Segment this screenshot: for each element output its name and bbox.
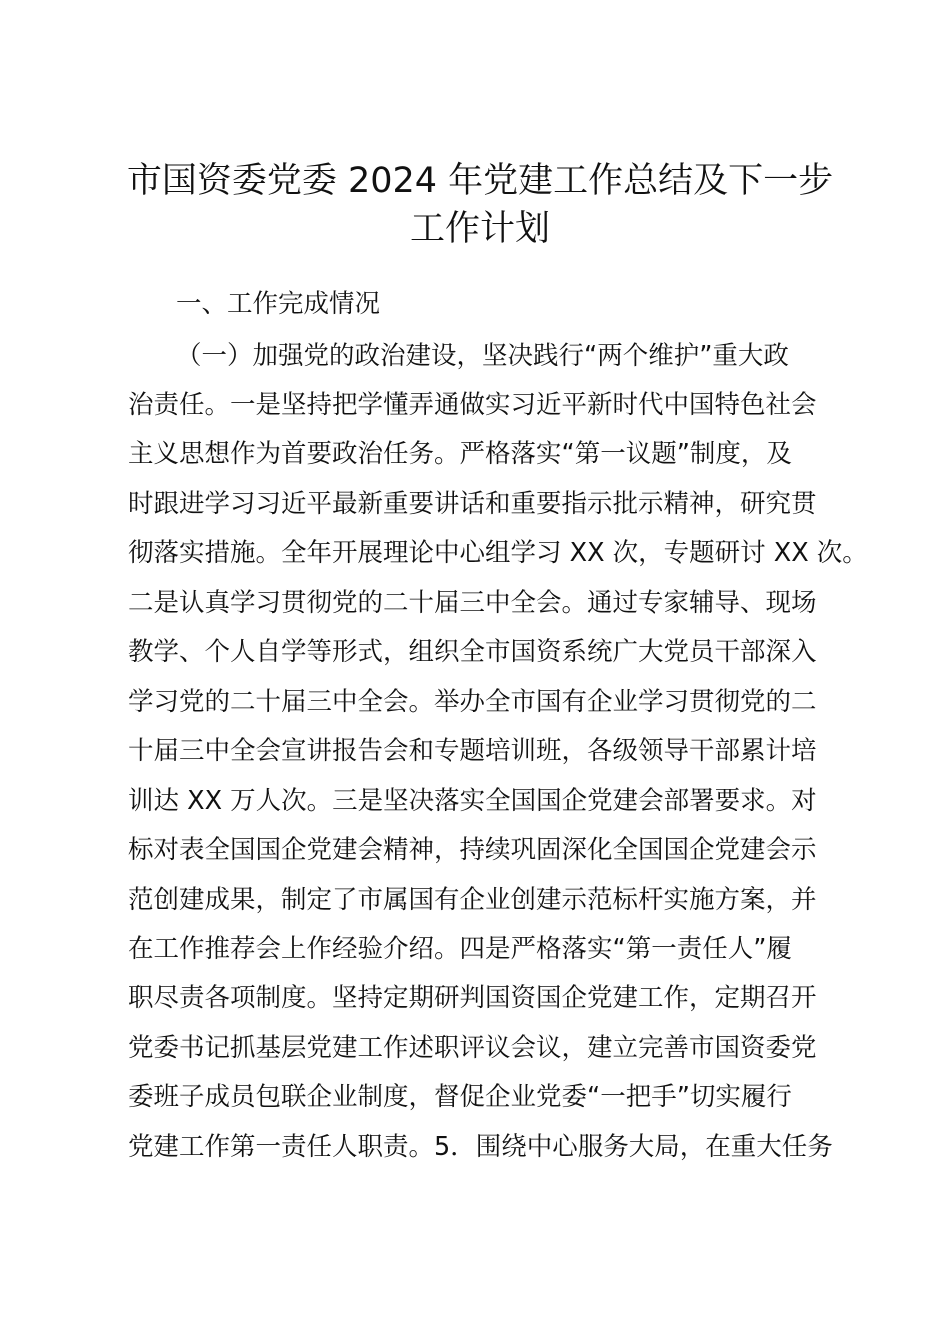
body-line: 委班子成员包联企业制度，督促企业党委“一把手”切实履行	[128, 1082, 792, 1112]
body-line: 范创建成果，制定了市属国有企业创建示范标杆实施方案，并	[128, 885, 817, 915]
body-line: 学习党的二十届三中全会。举办全市国有企业学习贯彻党的二	[128, 687, 817, 717]
body-line: 治责任。一是坚持把学懂弄通做实习近平新时代中国特色社会	[128, 390, 817, 420]
body-line: 时跟进学习习近平最新重要讲话和重要指示批示精神，研究贯	[128, 489, 817, 519]
body-line: （一）加强党的政治建设，坚决践行“两个维护”重大政	[176, 341, 789, 371]
body-line: 职尽责各项制度。坚持定期研判国资国企党建工作，定期召开	[128, 983, 817, 1013]
body-line: 在工作推荐会上作经验介绍。四是严格落实“第一责任人”履	[128, 934, 792, 964]
section-heading: 一、工作完成情况	[176, 289, 381, 319]
body-line: 彻落实措施。全年开展理论中心组学习 XX 次，专题研讨 XX 次。	[128, 538, 868, 568]
body-line: 主义思想作为首要政治任务。严格落实“第一议题”制度，及	[128, 439, 792, 469]
body-line: 标对表全国国企党建会精神，持续巩固深化全国国企党建会示	[128, 835, 817, 865]
body-line: 党建工作第一责任人职责。5．围绕中心服务大局，在重大任务	[128, 1132, 833, 1162]
body-line: 训达 XX 万人次。三是坚决落实全国国企党建会部署要求。对	[128, 786, 817, 816]
body-line: 教学、个人自学等形式，组织全市国资系统广大党员干部深入	[128, 637, 817, 667]
body-line: 党委书记抓基层党建工作述职评议会议，建立完善市国资委党	[128, 1033, 817, 1063]
body-line: 十届三中全会宣讲报告会和专题培训班，各级领导干部累计培	[128, 736, 817, 766]
document-title-line-1: 市国资委党委 2024 年党建工作总结及下一步	[126, 161, 834, 201]
document-title-line-2: 工作计划	[409, 209, 550, 249]
body-line: 二是认真学习贯彻党的二十届三中全会。通过专家辅导、现场	[128, 588, 817, 618]
